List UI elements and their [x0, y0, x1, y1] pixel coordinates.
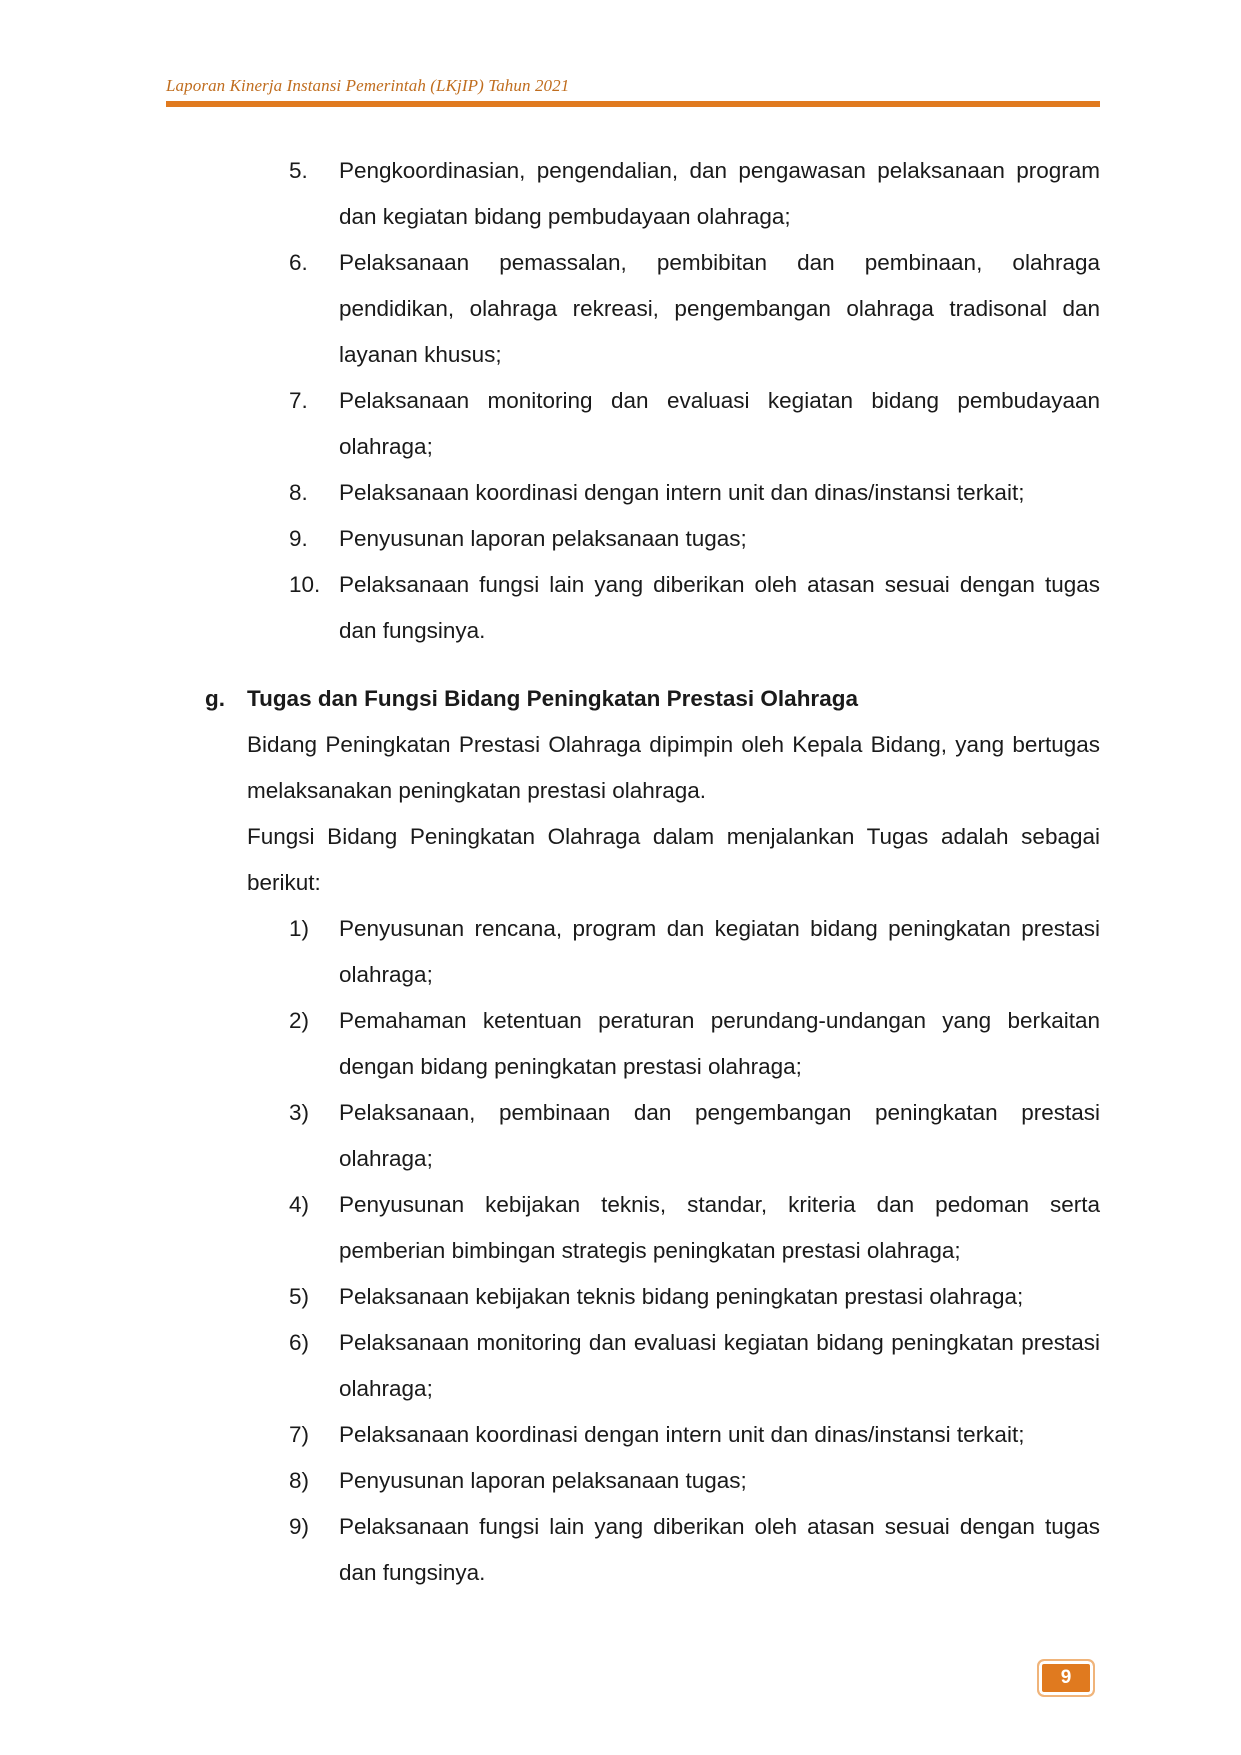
list-item [247, 378, 1100, 470]
list-item [247, 1182, 1100, 1274]
list-item-text: Pelaksanaan, pembinaan dan pengembangan peningkatan prestasi olahraga; [339, 1100, 1100, 1171]
list-item-number: 5) [289, 1284, 310, 1309]
list-item-number: 6) [289, 1330, 310, 1355]
list-item-number: 6. [289, 250, 308, 275]
list-functions [247, 906, 1100, 1596]
page-body [205, 148, 1100, 1596]
list-item [247, 1090, 1100, 1182]
list-item-number: 7. [289, 388, 308, 413]
list-item-number: 2) [289, 1008, 310, 1033]
list-item-text: Pelaksanaan pemassalan, pembibitan dan pembinaan, olahraga pendidikan, olahraga rekreasi, pengembangan olahraga tradisonal dan layanan khusus; [339, 250, 1100, 367]
list-top [247, 148, 1100, 654]
list-item [247, 1320, 1100, 1412]
section-paragraph: Bidang Peningkatan Prestasi Olahraga dipimpin oleh Kepala Bidang, yang bertugas melaksanakan peningkatan prestasi olahraga. [247, 732, 1100, 803]
list-item-text: Penyusunan rencana, program dan kegiatan bidang peningkatan prestasi olahraga; [339, 916, 1100, 987]
list-item [247, 1504, 1100, 1596]
list-item [247, 240, 1100, 378]
list-item [247, 516, 1100, 562]
section-letter: g. [205, 686, 225, 711]
list-item-text: Penyusunan laporan pelaksanaan tugas; [339, 526, 747, 551]
list-item [247, 906, 1100, 998]
list-item-number: 4) [289, 1192, 310, 1217]
section-paragraph: Fungsi Bidang Peningkatan Olahraga dalam menjalankan Tugas adalah sebagai berikut: [247, 824, 1100, 895]
section-title: Tugas dan Fungsi Bidang Peningkatan Prestasi Olahraga [247, 686, 858, 711]
list-item [247, 1458, 1100, 1504]
list-item [247, 562, 1100, 654]
list-item [247, 1274, 1100, 1320]
list-item-text: Pelaksanaan fungsi lain yang diberikan oleh atasan sesuai dengan tugas dan fungsinya. [339, 1514, 1100, 1585]
page-number-badge [1037, 1659, 1095, 1697]
list-item-number: 8) [289, 1468, 310, 1493]
list-item [247, 1412, 1100, 1458]
list-item-number: 3) [289, 1100, 310, 1125]
list-item-text: Pelaksanaan fungsi lain yang diberikan oleh atasan sesuai dengan tugas dan fungsinya. [339, 572, 1100, 643]
list-item [247, 470, 1100, 516]
section-heading [205, 676, 1100, 722]
list-item-text: Pengkoordinasian, pengendalian, dan pengawasan pelaksanaan program dan kegiatan bidang pembudayaan olahraga; [339, 158, 1100, 229]
list-item-text: Pelaksanaan koordinasi dengan intern unit dan dinas/instansi terkait; [339, 1422, 1025, 1447]
list-item-text: Pelaksanaan koordinasi dengan intern unit dan dinas/instansi terkait; [339, 480, 1025, 505]
list-item-number: 9) [289, 1514, 310, 1539]
list-item-text: Pelaksanaan monitoring dan evaluasi kegiatan bidang pembudayaan olahraga; [339, 388, 1100, 459]
page-number: 9 [1060, 1667, 1072, 1688]
list-item-number: 9. [289, 526, 308, 551]
list-item-number: 7) [289, 1422, 310, 1447]
header-rule [166, 101, 1100, 107]
list-item-number: 8. [289, 480, 308, 505]
list-item-text: Pemahaman ketentuan peraturan perundang-undangan yang berkaitan dengan bidang peningkatan prestasi olahraga; [339, 1008, 1100, 1079]
list-item [247, 998, 1100, 1090]
list-item-text: Pelaksanaan monitoring dan evaluasi kegiatan bidang peningkatan prestasi olahraga; [339, 1330, 1100, 1401]
list-item-number: 10. [289, 572, 321, 597]
running-header: Laporan Kinerja Instansi Pemerintah (LKjIP) Tahun 2021 [166, 76, 570, 95]
list-item-number: 5. [289, 158, 308, 183]
list-item-text: Penyusunan kebijakan teknis, standar, kriteria dan pedoman serta pemberian bimbingan strategis peningkatan prestasi olahraga; [339, 1192, 1100, 1263]
list-item [247, 148, 1100, 240]
list-item-number: 1) [289, 916, 310, 941]
list-item-text: Pelaksanaan kebijakan teknis bidang peningkatan prestasi olahraga; [339, 1284, 1024, 1309]
list-item-text: Penyusunan laporan pelaksanaan tugas; [339, 1468, 747, 1493]
